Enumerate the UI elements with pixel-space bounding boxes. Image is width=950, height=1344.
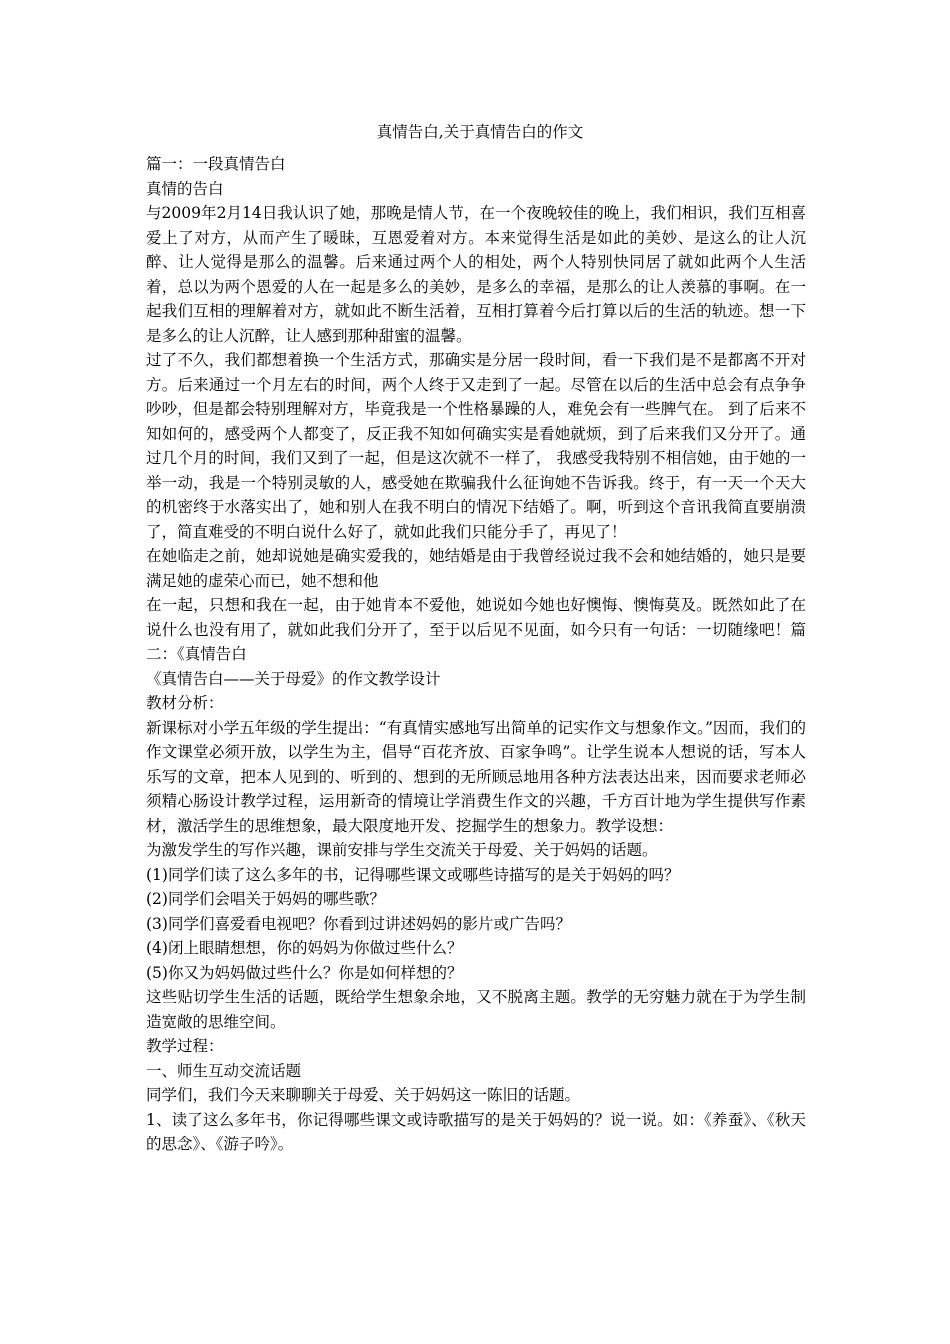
paragraph: 在一起，只想和我在一起，由于她肯本不爱他，她说如今她也好懊悔、懊悔莫及。既然如此了在说什么也没有用了，就如此我们分开了，至于以后见不见面，如今只有一句话：一切随缘吧！篇二：《真情告白 bbox=[146, 596, 806, 663]
paragraph: (4)闭上眼睛想想，你的妈妈为你做过些什么？ bbox=[146, 939, 463, 957]
paragraph: 真情的告白 bbox=[146, 179, 224, 198]
paragraph: 新课标对小学五年级的学生提出：“有真情实感地写出简单的记实作文与想象作文。”因而，我们的作文课堂必须开放，以学生为主，倡导“百花齐放、百家争鸣”。让学生说本人想说的话，写本人乐写的文章，把本人见到的、听到的、想到的无所顾忌地用各种方法表达出来，因而要求老师必须精心肠设计教学过程，运用新奇的情境让学消费生作文的兴趣，千方百计地为学生提供写作素材，激活学生的思维想象，最大限度地开发、挖掘学生的想象力。教学设想： bbox=[146, 718, 806, 835]
paragraph: (5)你又为妈妈做过些什么？你是如何样想的？ bbox=[146, 963, 463, 982]
paragraph: 《真情告白——关于母爱》的作文教学设计 bbox=[146, 669, 441, 688]
paragraph: 篇一：一段真情告白 bbox=[146, 155, 286, 173]
document-page bbox=[146, 122, 806, 1157]
paragraph: 1、读了这么多年书，你记得哪些课文或诗歌描写的是关于妈妈的？说一说。如：《养蚕》、《秋天的思念》、《游子吟》。 bbox=[146, 1110, 806, 1153]
paragraph: 为激发学生的写作兴趣，课前安排与学生交流关于母爱、关于妈妈的话题。 bbox=[146, 841, 658, 859]
paragraph: (1)同学们读了这么多年的书，记得哪些课文或哪些诗描写的是关于妈妈的吗？ bbox=[146, 865, 680, 884]
paragraph: 过了不久，我们都想着换一个生活方式，那确实是分居一段时间，看一下我们是不是都离不开对方。后来通过一个月左右的时间，两个人终于又走到了一起。尽管在以后的生活中总会有点争争吵吵，但是都会特别理解对方，毕竟我是一个性格暴躁的人，难免会有一些脾气在。 到了后来不知如何的，感受两个人都变了，反正我不知如何确实实是看她就烦，到了后来我们又分开了。通过几个月的时间，我们又到了一起，但是这次就不一样了， 我感受我特别不相信她，由于她的一举一动，我是一个特别灵敏的人，感受她在欺骗我什么征询她不告诉我。终于，有一天一个天大的机密终于水落实出了，她和别人在我不明白的情况下结婚了。啊，听到这个音讯我简直要崩溃了，简直难受的不明白说什么好了，就如此我们只能分手了，再见了！ bbox=[146, 351, 806, 541]
document-body bbox=[146, 152, 806, 1157]
paragraph: 同学们，我们今天来聊聊关于母爱、关于妈妈这一陈旧的话题。 bbox=[146, 1086, 581, 1104]
paragraph: (2)同学们会唱关于妈妈的哪些歌？ bbox=[146, 890, 385, 908]
paragraph: 一、师生互动交流话题 bbox=[146, 1061, 302, 1080]
paragraph: 教学过程： bbox=[146, 1037, 224, 1055]
paragraph: 在她临走之前，她却说她是确实爱我的，她结婚是由于我曾经说过我不会和她结婚的，她只是要满足她的虚荣心而已，她不想和他 bbox=[146, 547, 806, 590]
paragraph: 这些贴切学生生活的话题，既给学生想象余地，又不脱离主题。教学的无穷魅力就在于为学生制造宽敞的思维空间。 bbox=[146, 988, 806, 1031]
paragraph: 教材分析： bbox=[146, 694, 224, 712]
paragraph: (3)同学们喜爱看电视吧？你看到过讲述妈妈的影片或广告吗？ bbox=[146, 914, 571, 933]
paragraph: 与2009年2月14日我认识了她，那晚是情人节，在一个夜晚较佳的晚上，我们相识，我们互相喜爱上了对方，从而产生了暖昧，互恩爱着对方。本来觉得生活是如此的美妙、是这么的让人沉醉、让人觉得是那么的温馨。后来通过两个人的相处，两个人特别快同居了就如此两个人生活着，总以为两个恩爱的人在一起是多么的美妙，是多么的幸福，是那么的让人羡慕的事啊。在一起我们互相的理解着对方，就如此不断生活着，互相打算着今后打算以后的生活的轨迹。想一下是多么的让人沉醉，让人感到那种甜蜜的温馨。 bbox=[146, 204, 806, 345]
document-title: 真情告白,关于真情告白的作文 bbox=[376, 123, 584, 141]
